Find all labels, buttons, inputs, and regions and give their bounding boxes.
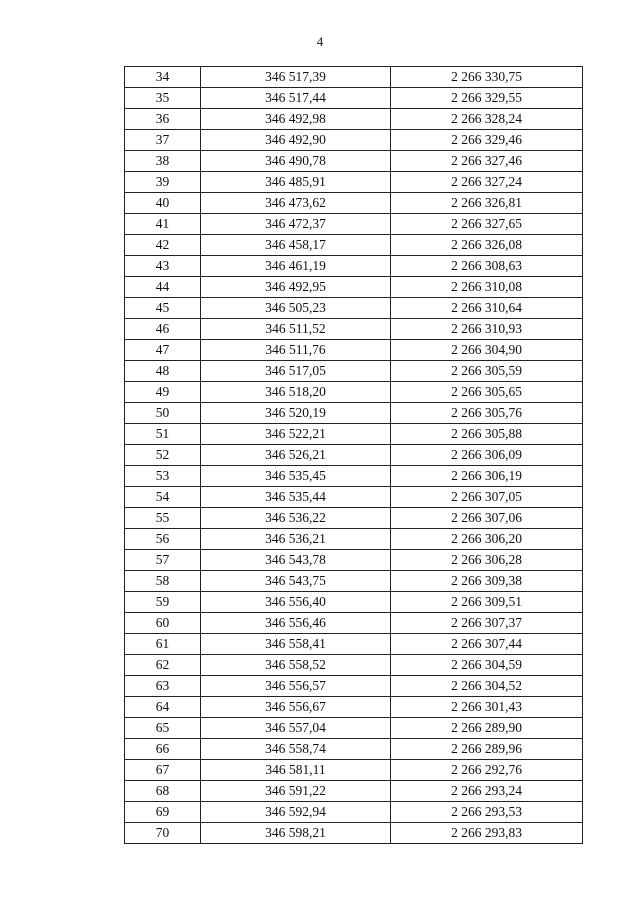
y-coordinate-cell: 2 266 329,46 <box>391 130 583 151</box>
table-row <box>125 361 583 382</box>
point-number-cell: 58 <box>125 571 201 592</box>
y-coordinate-cell: 2 266 330,75 <box>391 67 583 88</box>
y-coordinate-cell: 2 266 308,63 <box>391 256 583 277</box>
point-number-cell: 38 <box>125 151 201 172</box>
point-number-cell: 39 <box>125 172 201 193</box>
point-number-cell: 56 <box>125 529 201 550</box>
y-coordinate-cell: 2 266 306,28 <box>391 550 583 571</box>
y-coordinate-cell: 2 266 304,52 <box>391 676 583 697</box>
x-coordinate-cell: 346 557,04 <box>201 718 391 739</box>
y-coordinate-cell: 2 266 306,19 <box>391 466 583 487</box>
y-coordinate-cell: 2 266 292,76 <box>391 760 583 781</box>
y-coordinate-cell: 2 266 328,24 <box>391 109 583 130</box>
y-coordinate-cell: 2 266 289,90 <box>391 718 583 739</box>
point-number-cell: 51 <box>125 424 201 445</box>
x-coordinate-cell: 346 472,37 <box>201 214 391 235</box>
y-coordinate-cell: 2 266 327,46 <box>391 151 583 172</box>
point-number-cell: 40 <box>125 193 201 214</box>
point-number-cell: 52 <box>125 445 201 466</box>
y-coordinate-cell: 2 266 327,24 <box>391 172 583 193</box>
point-number-cell: 36 <box>125 109 201 130</box>
point-number-cell: 41 <box>125 214 201 235</box>
y-coordinate-cell: 2 266 307,06 <box>391 508 583 529</box>
x-coordinate-cell: 346 485,91 <box>201 172 391 193</box>
table-row <box>125 445 583 466</box>
table-row <box>125 823 583 844</box>
y-coordinate-cell: 2 266 329,55 <box>391 88 583 109</box>
y-coordinate-cell: 2 266 310,93 <box>391 319 583 340</box>
x-coordinate-cell: 346 526,21 <box>201 445 391 466</box>
x-coordinate-cell: 346 536,22 <box>201 508 391 529</box>
point-number-cell: 55 <box>125 508 201 529</box>
table-row <box>125 487 583 508</box>
y-coordinate-cell: 2 266 326,08 <box>391 235 583 256</box>
point-number-cell: 50 <box>125 403 201 424</box>
x-coordinate-cell: 346 558,52 <box>201 655 391 676</box>
point-number-cell: 43 <box>125 256 201 277</box>
point-number-cell: 37 <box>125 130 201 151</box>
table-row <box>125 130 583 151</box>
point-number-cell: 63 <box>125 676 201 697</box>
y-coordinate-cell: 2 266 293,53 <box>391 802 583 823</box>
y-coordinate-cell: 2 266 310,08 <box>391 277 583 298</box>
point-number-cell: 67 <box>125 760 201 781</box>
y-coordinate-cell: 2 266 307,05 <box>391 487 583 508</box>
x-coordinate-cell: 346 517,44 <box>201 88 391 109</box>
x-coordinate-cell: 346 558,74 <box>201 739 391 760</box>
x-coordinate-cell: 346 518,20 <box>201 382 391 403</box>
table-row <box>125 739 583 760</box>
x-coordinate-cell: 346 511,76 <box>201 340 391 361</box>
table-row <box>125 193 583 214</box>
y-coordinate-cell: 2 266 309,51 <box>391 592 583 613</box>
y-coordinate-cell: 2 266 326,81 <box>391 193 583 214</box>
x-coordinate-cell: 346 522,21 <box>201 424 391 445</box>
y-coordinate-cell: 2 266 307,37 <box>391 613 583 634</box>
x-coordinate-cell: 346 543,75 <box>201 571 391 592</box>
table-row <box>125 256 583 277</box>
coordinates-table-body <box>125 67 583 844</box>
table-row <box>125 424 583 445</box>
point-number-cell: 48 <box>125 361 201 382</box>
point-number-cell: 59 <box>125 592 201 613</box>
page-number: 4 <box>316 34 324 49</box>
x-coordinate-cell: 346 505,23 <box>201 298 391 319</box>
x-coordinate-cell: 346 535,45 <box>201 466 391 487</box>
table-row <box>125 697 583 718</box>
table-row <box>125 634 583 655</box>
table-row <box>125 802 583 823</box>
table-row <box>125 781 583 802</box>
table-row <box>125 88 583 109</box>
y-coordinate-cell: 2 266 306,20 <box>391 529 583 550</box>
point-number-cell: 62 <box>125 655 201 676</box>
table-row <box>125 319 583 340</box>
y-coordinate-cell: 2 266 309,38 <box>391 571 583 592</box>
x-coordinate-cell: 346 543,78 <box>201 550 391 571</box>
table-row <box>125 676 583 697</box>
y-coordinate-cell: 2 266 293,83 <box>391 823 583 844</box>
point-number-cell: 64 <box>125 697 201 718</box>
table-row <box>125 718 583 739</box>
y-coordinate-cell: 2 266 301,43 <box>391 697 583 718</box>
point-number-cell: 47 <box>125 340 201 361</box>
point-number-cell: 70 <box>125 823 201 844</box>
point-number-cell: 66 <box>125 739 201 760</box>
x-coordinate-cell: 346 492,98 <box>201 109 391 130</box>
x-coordinate-cell: 346 511,52 <box>201 319 391 340</box>
point-number-cell: 57 <box>125 550 201 571</box>
point-number-cell: 34 <box>125 67 201 88</box>
x-coordinate-cell: 346 520,19 <box>201 403 391 424</box>
point-number-cell: 54 <box>125 487 201 508</box>
x-coordinate-cell: 346 490,78 <box>201 151 391 172</box>
x-coordinate-cell: 346 473,62 <box>201 193 391 214</box>
table-row <box>125 109 583 130</box>
table-row <box>125 214 583 235</box>
table-row <box>125 298 583 319</box>
x-coordinate-cell: 346 581,11 <box>201 760 391 781</box>
x-coordinate-cell: 346 536,21 <box>201 529 391 550</box>
table-row <box>125 760 583 781</box>
y-coordinate-cell: 2 266 289,96 <box>391 739 583 760</box>
point-number-cell: 68 <box>125 781 201 802</box>
y-coordinate-cell: 2 266 305,59 <box>391 361 583 382</box>
table-row <box>125 592 583 613</box>
x-coordinate-cell: 346 492,90 <box>201 130 391 151</box>
table-row <box>125 529 583 550</box>
y-coordinate-cell: 2 266 293,24 <box>391 781 583 802</box>
point-number-cell: 42 <box>125 235 201 256</box>
point-number-cell: 65 <box>125 718 201 739</box>
y-coordinate-cell: 2 266 307,44 <box>391 634 583 655</box>
y-coordinate-cell: 2 266 327,65 <box>391 214 583 235</box>
point-number-cell: 35 <box>125 88 201 109</box>
table-row <box>125 151 583 172</box>
x-coordinate-cell: 346 556,40 <box>201 592 391 613</box>
point-number-cell: 69 <box>125 802 201 823</box>
table-row <box>125 508 583 529</box>
y-coordinate-cell: 2 266 304,59 <box>391 655 583 676</box>
point-number-cell: 45 <box>125 298 201 319</box>
x-coordinate-cell: 346 535,44 <box>201 487 391 508</box>
table-row <box>125 67 583 88</box>
table-row <box>125 613 583 634</box>
y-coordinate-cell: 2 266 305,76 <box>391 403 583 424</box>
point-number-cell: 49 <box>125 382 201 403</box>
x-coordinate-cell: 346 558,41 <box>201 634 391 655</box>
table-row <box>125 382 583 403</box>
table-row <box>125 340 583 361</box>
x-coordinate-cell: 346 556,46 <box>201 613 391 634</box>
y-coordinate-cell: 2 266 305,88 <box>391 424 583 445</box>
coordinates-table <box>124 66 583 844</box>
y-coordinate-cell: 2 266 306,09 <box>391 445 583 466</box>
table-row <box>125 550 583 571</box>
table-row <box>125 655 583 676</box>
x-coordinate-cell: 346 492,95 <box>201 277 391 298</box>
y-coordinate-cell: 2 266 310,64 <box>391 298 583 319</box>
table-row <box>125 172 583 193</box>
table-row <box>125 277 583 298</box>
point-number-cell: 46 <box>125 319 201 340</box>
x-coordinate-cell: 346 517,05 <box>201 361 391 382</box>
table-row <box>125 571 583 592</box>
y-coordinate-cell: 2 266 304,90 <box>391 340 583 361</box>
x-coordinate-cell: 346 458,17 <box>201 235 391 256</box>
x-coordinate-cell: 346 592,94 <box>201 802 391 823</box>
point-number-cell: 60 <box>125 613 201 634</box>
x-coordinate-cell: 346 591,22 <box>201 781 391 802</box>
x-coordinate-cell: 346 598,21 <box>201 823 391 844</box>
x-coordinate-cell: 346 556,67 <box>201 697 391 718</box>
point-number-cell: 53 <box>125 466 201 487</box>
table-row <box>125 403 583 424</box>
x-coordinate-cell: 346 517,39 <box>201 67 391 88</box>
x-coordinate-cell: 346 556,57 <box>201 676 391 697</box>
y-coordinate-cell: 2 266 305,65 <box>391 382 583 403</box>
table-row <box>125 235 583 256</box>
x-coordinate-cell: 346 461,19 <box>201 256 391 277</box>
point-number-cell: 61 <box>125 634 201 655</box>
table-row <box>125 466 583 487</box>
point-number-cell: 44 <box>125 277 201 298</box>
